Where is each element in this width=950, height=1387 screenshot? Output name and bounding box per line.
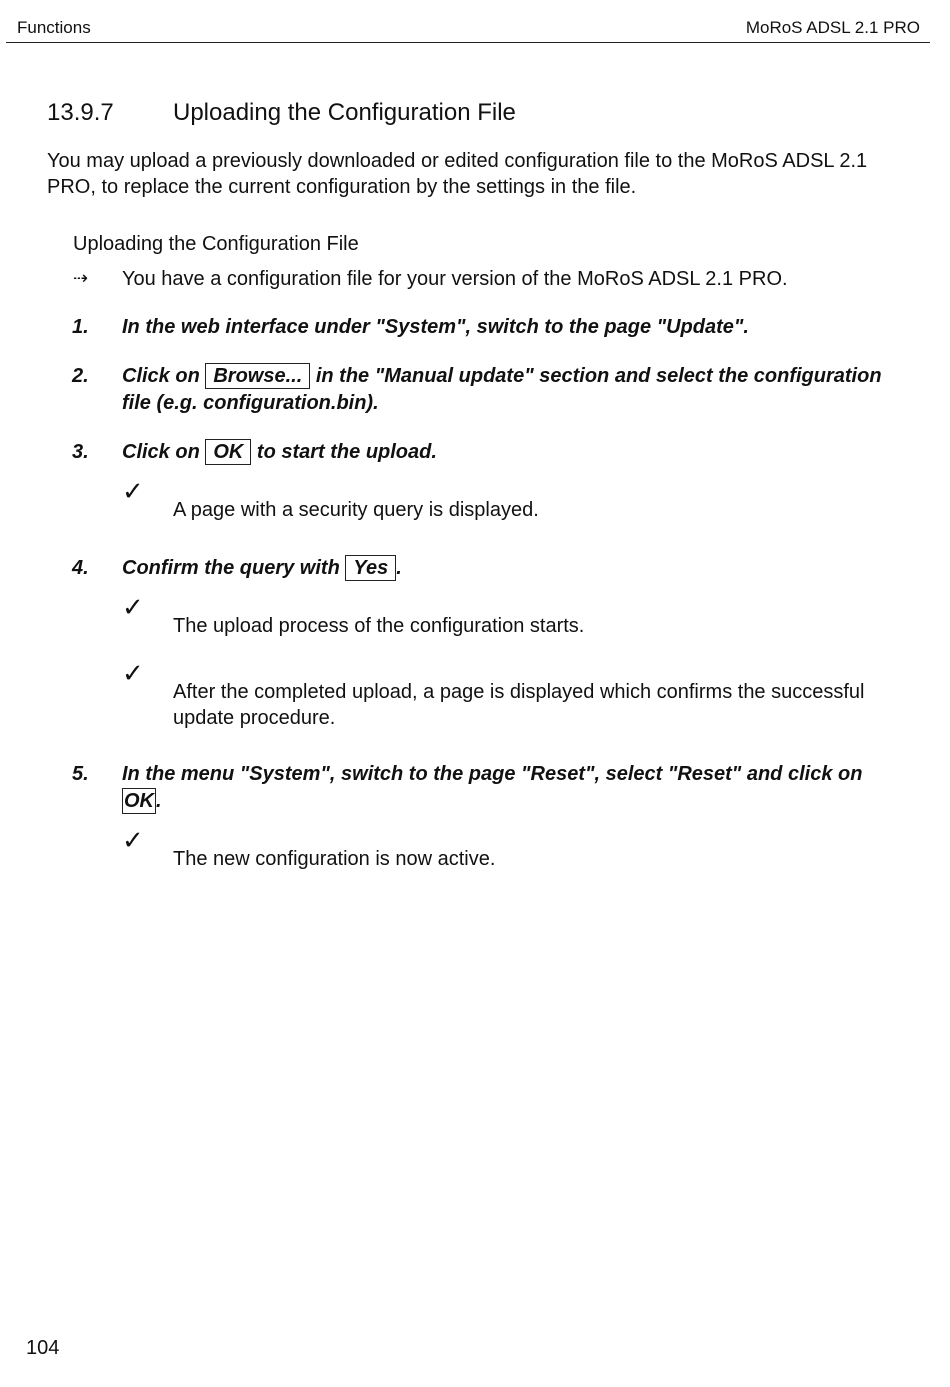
step-text: Click on [122,365,206,387]
page-number: 104 [26,1337,60,1359]
step-text: to start the upload. [251,441,437,463]
yes-button-label: Yes [345,555,396,581]
header-divider [6,42,930,43]
prerequisite-text: You have a configuration file for your version of the MoRoS ADSL 2.1 PRO. [122,268,788,290]
checkmark-icon: ✓ [122,593,144,623]
result-text: The upload process of the configuration starts. [173,615,585,637]
result-text: The new configuration is now active. [173,848,496,870]
checkmark-icon: ✓ [122,826,144,856]
dashed-arrow-icon: ⇢ [73,268,89,288]
ok-button-label: OK [205,439,251,465]
header-section-label: Functions [17,18,91,37]
step-text: . [156,790,162,812]
procedure-title: Uploading the Configuration File [73,233,359,255]
step-number: 2. [72,365,89,387]
step-text: . [396,557,402,579]
step-number: 1. [72,316,89,338]
browse-button-label: Browse... [205,363,310,389]
checkmark-icon: ✓ [122,477,144,507]
step-number: 5. [72,763,89,785]
section-title: Uploading the Configuration File [173,99,516,126]
result-text: A page with a security query is displayed. [173,499,539,521]
step-text: In the web interface under "System", switch to the page "Update". [122,316,749,338]
step-text: In the menu "System", switch to the page "Reset", select "Reset" and click on [122,763,863,785]
step-number: 3. [72,441,89,463]
section-number: 13.9.7 [47,99,114,126]
page-header [0,0,950,44]
step-text: in the "Manual update" section and select the configuration file (e.g. configuration.bin). [122,365,882,414]
ok-button-label: OK [124,790,154,812]
step-text: Confirm the query with [122,557,346,579]
step-text: Click on [122,441,206,463]
step-number: 4. [72,557,89,579]
header-product-name: MoRoS ADSL 2.1 PRO [745,18,920,37]
result-text: After the completed upload, a page is displayed which confirms the successful update procedure. [173,681,865,729]
checkmark-icon: ✓ [122,659,144,689]
intro-paragraph: You may upload a previously downloaded or edited configuration file to the MoRoS ADSL 2.1 PRO, to replace the current configuration by the settings in the file. [47,150,868,198]
